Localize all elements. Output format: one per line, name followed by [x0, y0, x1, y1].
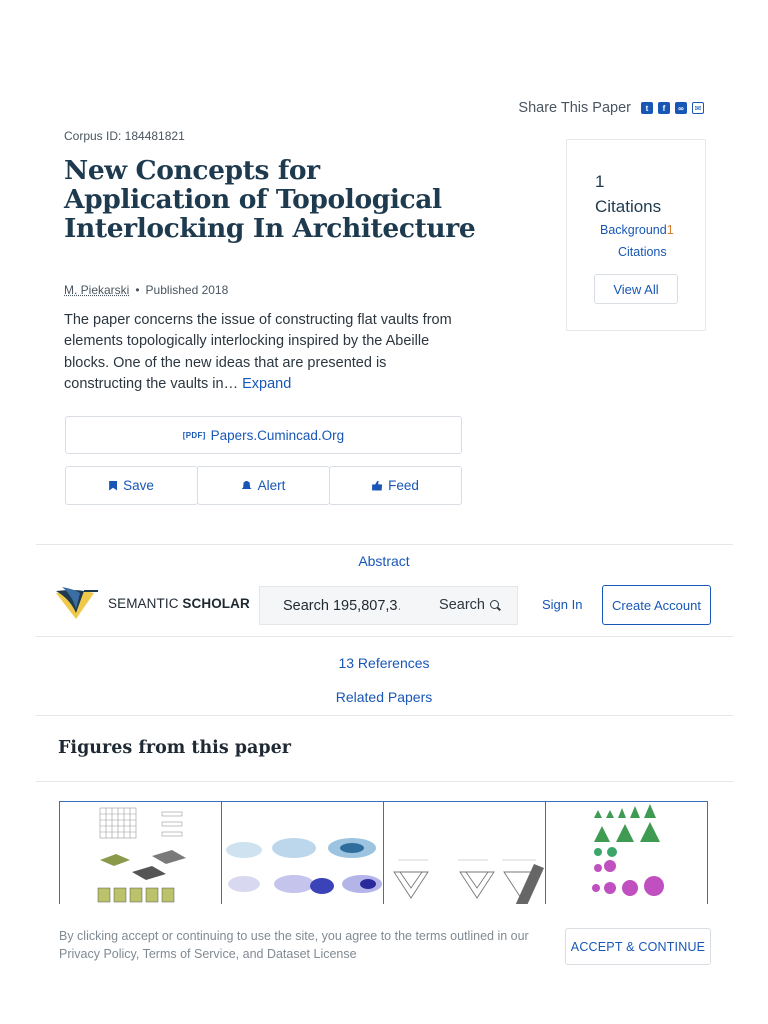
save-button[interactable]: [65, 466, 198, 505]
cookie-banner: [0, 904, 768, 1024]
pdf-link-button[interactable]: [65, 416, 462, 454]
author-link[interactable]: M. Piekarski: [64, 283, 130, 297]
bell-icon: [242, 481, 252, 491]
bookmark-icon: [109, 481, 117, 491]
email-icon[interactable]: ✉: [692, 102, 704, 114]
twitter-icon[interactable]: t: [641, 102, 653, 114]
figure-image: [384, 802, 546, 904]
facebook-icon[interactable]: f: [658, 102, 670, 114]
logo-text-light: SEMANTIC: [108, 595, 183, 611]
sign-in-link[interactable]: Sign In: [542, 597, 583, 612]
save-label: Save: [123, 478, 154, 493]
nav-related-papers[interactable]: Related Papers: [335, 689, 433, 705]
cookie-message: By clicking accept or continuing to use the site, you agree to the terms outlined in our Privacy Policy, Terms of Service, and Dataset License: [59, 929, 529, 961]
meta-separator: •: [135, 283, 140, 297]
figures-section: [36, 716, 733, 782]
search-box: [259, 586, 518, 625]
divider: [36, 781, 733, 782]
feed-button[interactable]: [329, 466, 462, 505]
feed-label: Feed: [388, 478, 419, 493]
share-label: Share This Paper: [518, 100, 631, 116]
figure-thumbnail[interactable]: [545, 801, 708, 904]
divider: [36, 544, 733, 545]
create-account-button[interactable]: Create Account: [602, 585, 711, 625]
alert-label: Alert: [257, 478, 286, 493]
figure-image: [222, 802, 384, 904]
logo-icon: [54, 585, 100, 621]
expand-link[interactable]: Expand: [242, 375, 292, 392]
view-all-button[interactable]: View All: [594, 274, 678, 304]
figures-title: Figures from this paper: [58, 738, 291, 758]
accept-continue-button[interactable]: ACCEPT & CONTINUE: [565, 928, 711, 965]
pdf-source-label: Papers.Cumincad.Org: [210, 427, 345, 443]
background-citations-link[interactable]: [600, 223, 674, 237]
citation-count: 1: [595, 172, 605, 191]
nav-abstract[interactable]: Abstract: [358, 553, 410, 569]
paper-meta: [64, 283, 228, 297]
paper-actions: [65, 466, 462, 505]
citation-label: Citations: [595, 197, 662, 216]
corpus-id: Corpus ID: 184481821: [64, 129, 185, 143]
share-bar: [518, 100, 704, 116]
figure-image: [60, 802, 222, 904]
figure-thumbnail[interactable]: [383, 801, 546, 904]
abstract-text: [64, 310, 459, 395]
site-header: [36, 577, 733, 633]
pdf-icon: [PDF]: [182, 430, 206, 440]
search-icon: [490, 600, 501, 611]
figure-image: [546, 802, 708, 904]
published-date: Published 2018: [145, 283, 229, 297]
alert-button[interactable]: [197, 466, 330, 505]
figure-thumbnail[interactable]: [59, 801, 222, 904]
paper-title: New Concepts for Application of Topological Interlocking In Architecture: [64, 155, 476, 244]
figure-thumbnail[interactable]: [221, 801, 384, 904]
background-citations-suffix[interactable]: Citations: [618, 245, 667, 259]
abstract-body: The paper concerns the issue of constructing flat vaults from elements topologically interlocking inspired by the Abeille blocks. One of the new ideas that are presented is constructing the vaults in…: [64, 312, 452, 392]
search-button[interactable]: [439, 597, 501, 613]
link-icon[interactable]: ∞: [675, 102, 687, 114]
semantic-scholar-logo[interactable]: [54, 585, 250, 621]
logo-wordmark: [108, 596, 250, 611]
background-label: Background: [600, 223, 667, 237]
divider: [36, 636, 733, 637]
search-input[interactable]: [260, 598, 400, 614]
figures-strip: [59, 801, 711, 904]
thumbs-up-icon: [372, 481, 382, 491]
citations-card: [566, 139, 706, 331]
nav-references[interactable]: 13 References: [338, 655, 430, 671]
background-count: 1: [666, 223, 674, 237]
search-button-label: Search: [439, 597, 485, 613]
logo-text-bold: SCHOLAR: [182, 595, 250, 611]
